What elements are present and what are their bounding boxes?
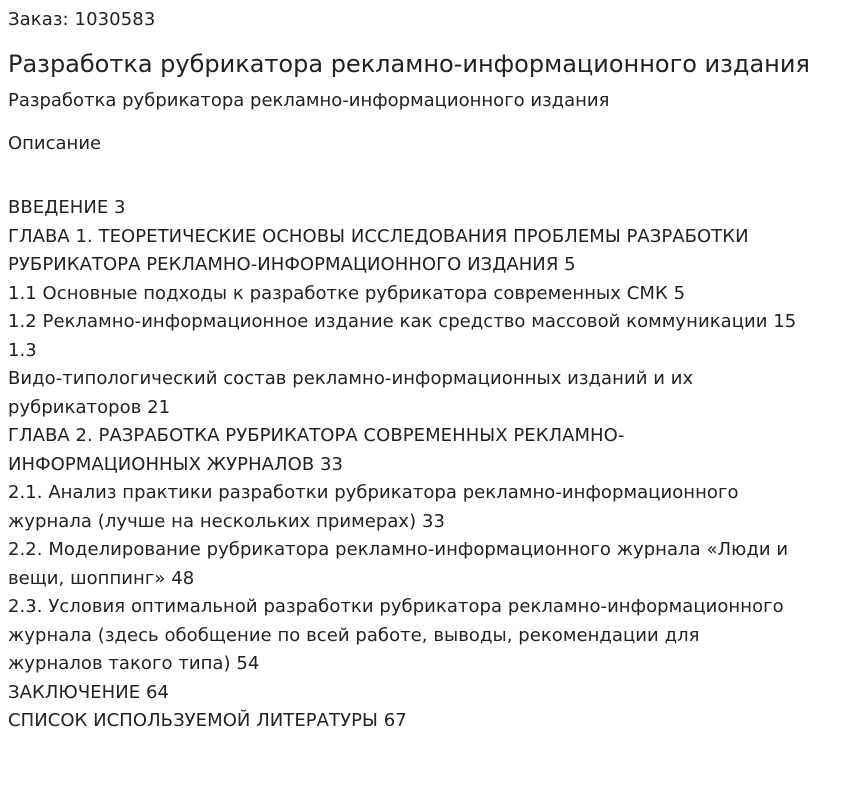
toc-line: ГЛАВА 1. ТЕОРЕТИЧЕСКИЕ ОСНОВЫ ИССЛЕДОВАНИЯ ПРОБЛЕМЫ РАЗРАБОТКИ: [8, 225, 749, 247]
toc-line: ИНФОРМАЦИОННЫХ ЖУРНАЛОВ 33: [8, 453, 344, 475]
toc-line: вещи, шоппинг» 48: [8, 567, 195, 589]
table-of-contents: [8, 194, 839, 736]
toc-line: ВВЕДЕНИЕ 3: [8, 197, 126, 218]
toc-line: ГЛАВА 2. РАЗРАБОТКА РУБРИКАТОРА СОВРЕМЕННЫХ РЕКЛАМНО-: [8, 425, 625, 446]
toc-line: журналов такого типа) 54: [8, 653, 260, 674]
toc-line: ЗАКЛЮЧЕНИЕ 64: [8, 681, 169, 703]
toc-line: Видо-типологический состав рекламно-информационных изданий и их: [8, 368, 694, 389]
page-subtitle: Разработка рубрикатора рекламно-информационного издания: [8, 90, 610, 111]
order-number: Заказ: 1030583: [8, 9, 156, 30]
toc-line: 2.2. Моделирование рубрикатора рекламно-информационного журнала «Люди и: [8, 539, 789, 560]
toc-line: 2.1. Анализ практики разработки рубрикатора рекламно-информационного: [8, 482, 739, 503]
toc-line: журнала (здесь обобщение по всей работе, выводы, рекомендации для: [8, 624, 700, 646]
description-heading: Описание: [8, 133, 102, 154]
toc-line: 1.2 Рекламно-информационное издание как средство массовой коммуникации 15: [8, 311, 797, 332]
toc-line: рубрикаторов 21: [8, 396, 171, 418]
toc-line: РУБРИКАТОРА РЕКЛАМНО-ИНФОРМАЦИОННОГО ИЗДАНИЯ 5: [8, 254, 576, 275]
toc-line: 1.1 Основные подходы к разработке рубрикатора современных СМК 5: [8, 282, 686, 304]
toc-line: 1.3: [8, 339, 37, 361]
toc-line: СПИСОК ИСПОЛЬЗУЕМОЙ ЛИТЕРАТУРЫ 67: [8, 710, 407, 731]
toc-line: 2.3. Условия оптимальной разработки рубрикатора рекламно-информационного: [8, 596, 784, 617]
toc-line: журнала (лучше на нескольких примерах) 33: [8, 510, 445, 532]
page-title: Разработка рубрикатора рекламно-информационного издания: [8, 50, 810, 78]
